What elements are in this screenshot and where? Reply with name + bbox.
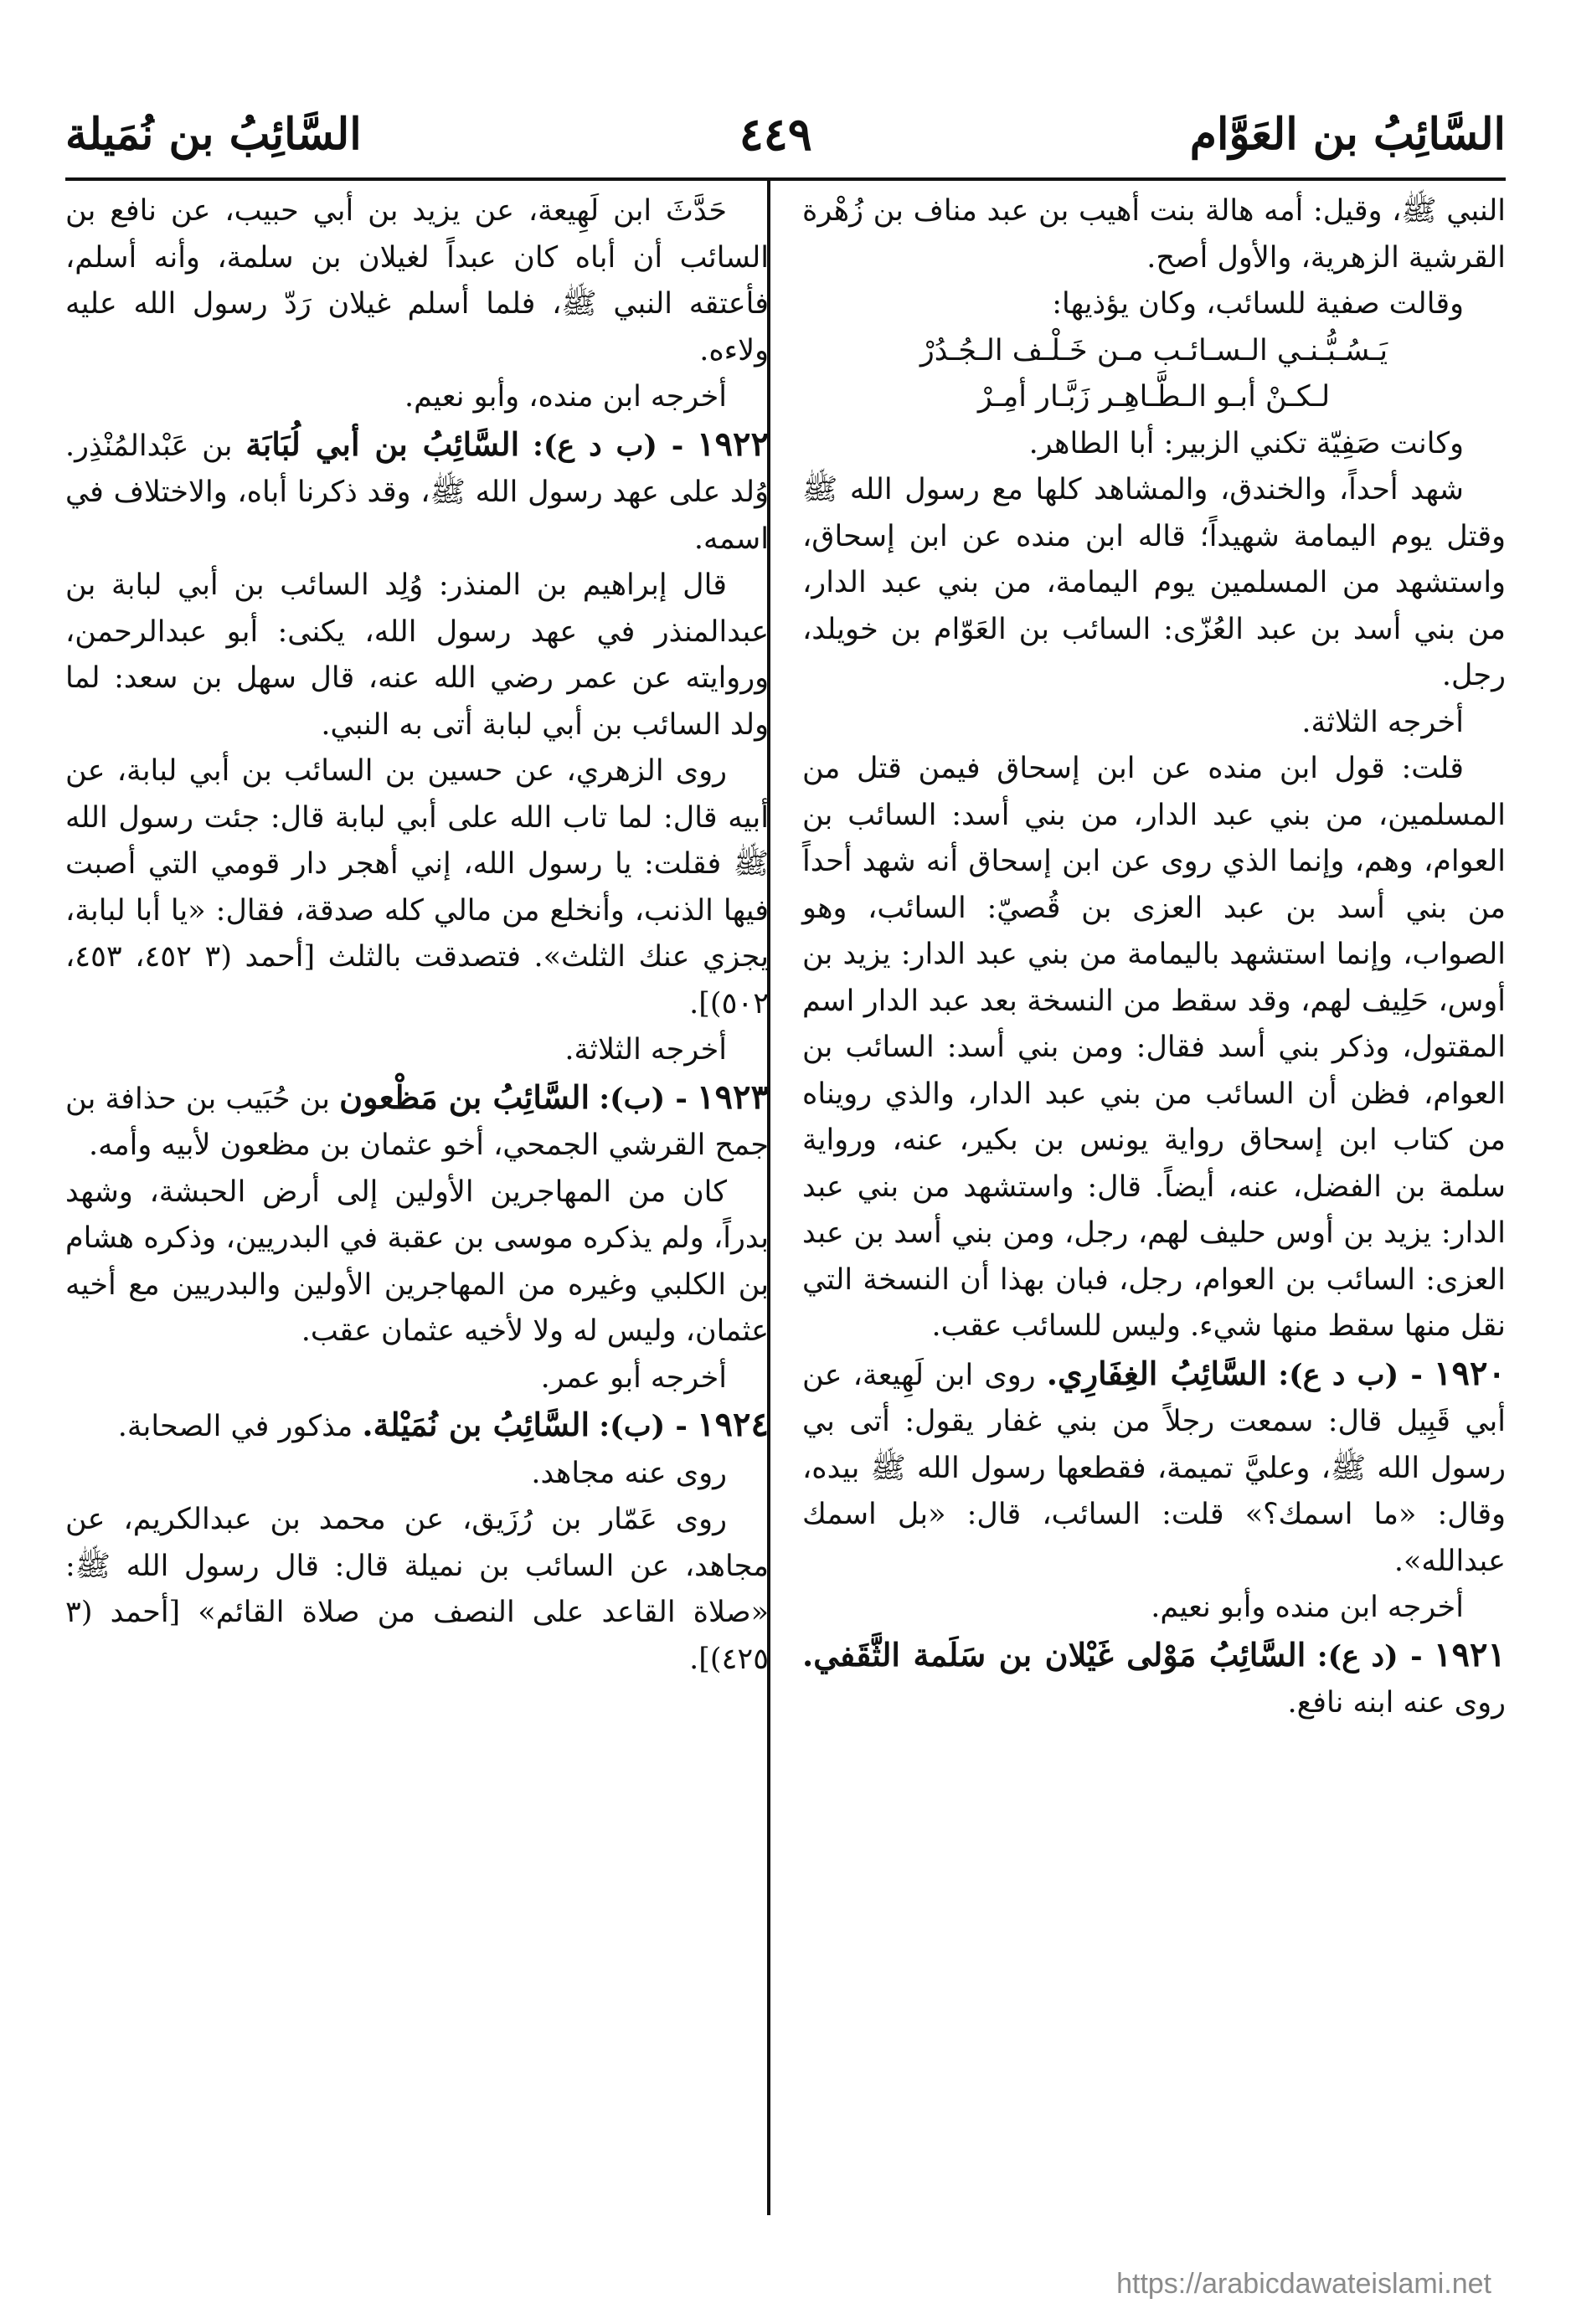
paragraph: النبي ﷺ، وقيل: أمه هالة بنت أهيب بن عبد مناف بن زُهْرة القرشية الزهرية، والأول أصح. xyxy=(802,194,1506,275)
entry-name: السَّائِبُ مَوْلى غَيْلان بن سَلَمة الثَّقَفي. xyxy=(802,1635,1306,1674)
right-column xyxy=(802,188,1506,1727)
paragraph: أخرجه ابن منده وأبو نعيم. xyxy=(1151,1591,1464,1624)
entry-1920 xyxy=(802,1350,1506,1586)
paragraph: روى الزهري، عن حسين بن السائب بن أبي لبابة، عن أبيه قال: لما تاب الله على أبي لبابة قال: جئت رسول الله ﷺ فقلت: يا رسول الله، إني أهجر دار قومي التي أصبت فيها الذنب، وأنخلع من مالي كله صدقة، فقال: «يا أبا لبابة، يجزي عنك الثلث». فتصدقت بالثلث [أحمد (٣ ٤٥٢، ٤٥٣، ٥٠٢)]. xyxy=(65,754,769,1021)
paragraph: أخرجه الثلاثة. xyxy=(1301,705,1464,739)
paragraph: شهد أحداً، والخندق، والمشاهد كلها مع رسول الله ﷺ وقتل يوم اليمامة شهيداً؛ قاله ابن منده عن ابن إسحاق، واستشهد من المسلمين يوم اليمامة، من بني عبد الدار، من بني أسد بن عبد العُزّى: السائب بن العَوّام بن خويلد، رجل. xyxy=(802,473,1506,692)
paragraph: كان من المهاجرين الأولين إلى أرض الحبشة، وشهد بدراً، ولم يذكره موسى بن عقبة في البدريين، وذكره هشام بن الكلبي وغيره من المهاجرين الأولين والبدريين مع أخيه عثمان، وليس له ولا لأخيه عثمان عقب. xyxy=(65,1175,769,1348)
entry-sources: - (ب د ع): xyxy=(532,428,684,463)
left-column xyxy=(65,188,769,1683)
entry-sources: - (د ع): xyxy=(1316,1638,1423,1674)
entry-name: السَّائِبُ الغِفَارِي. xyxy=(1046,1354,1268,1392)
running-title-left: السَّائِبُ بن نُمَيلة xyxy=(65,108,362,160)
watermark: https://arabicdawateislami.net xyxy=(1116,2268,1491,2300)
entry-text: روى ابن لَهِيعة، عن أبي قَبِيل قال: سمعت رجلاً من بني غفار يقول: أتى بي رسول الله ﷺ، وعليَّ تميمة، فقطعها رسول الله ﷺ بيده، وقال: «ما اسمك؟» قلت: السائب، قال: «بل اسمك عبدالله». xyxy=(802,1358,1506,1578)
entry-name: السَّائِبُ بن مَظْعون xyxy=(339,1077,590,1116)
page-number: ٤٤٩ xyxy=(739,107,812,161)
entry-sources: - (ب): xyxy=(599,1081,688,1116)
entry-text: بن حُبَيب بن حذافة بن جمح القرشي الجمحي، أخو عثمان بن مظعون لأبيه وأمه. xyxy=(65,1082,769,1162)
entry-number: ١٩٢١ xyxy=(1434,1634,1506,1674)
running-title-right: السَّائِبُ بن العَوَّام xyxy=(1189,108,1506,160)
entry-number: ١٩٢٢ xyxy=(697,424,769,464)
paragraph: قال إبراهيم بن المنذر: وُلِد السائب بن أبي لبابة بن عبدالمنذر في عهد رسول الله، يكنى: أبو عبدالرحمن، وروايته عن عمر رضي الله عنه، قال سهل بن سعد: لما ولد السائب بن أبي لبابة أتى به النبي. xyxy=(65,568,769,742)
entry-number: ١٩٢٤ xyxy=(697,1405,769,1444)
paragraph: أخرجه أبو عمر. xyxy=(540,1360,727,1395)
entry-name: السَّائِبُ بن نُمَيْلة. xyxy=(362,1406,590,1443)
entry-sources: - (ب د ع): xyxy=(1278,1357,1423,1392)
poem-verse: يَـسُـبُّـنـي الـسـائـب مـن خَـلْـف الـجُـدُرْ xyxy=(919,333,1388,368)
poem-verse: لـكـنْ أبـو الـطَّـاهِـر زَبَّـار أمِـرْ xyxy=(977,380,1331,414)
entry-1921 xyxy=(802,1632,1506,1727)
entry-number: ١٩٢٣ xyxy=(697,1077,769,1117)
page-header xyxy=(65,100,1506,167)
paragraph: وكانت صَفِيّة تكني الزبير: أبا الطاهر. xyxy=(1028,426,1464,460)
entry-text: روى عنه ابنه نافع. xyxy=(1287,1686,1506,1720)
paragraph: حَدَّثَ ابن لَهِيعة، عن يزيد بن أبي حبيب، عن نافع بن السائب أن أباه كان عبداً لغيلان بن سلمة، وأنه أسلم، فأعتقه النبي ﷺ، فلما أسلم غيلان رَدّ رسول الله عليه ولاءه. xyxy=(65,194,769,368)
paragraph: وقالت صفية للسائب، وكان يؤذيها: xyxy=(1052,287,1464,321)
entry-number: ١٩٢٠ xyxy=(1434,1353,1506,1393)
paragraph: أخرجه الثلاثة. xyxy=(564,1033,727,1067)
paragraph: قلت: قول ابن منده عن ابن إسحاق فيمن قتل من المسلمين، من بني عبد الدار، من بني أسد: السائب بن العوام، وهم، وإنما الذي روى عن ابن إسحاق أنه شهد أحداً من بني أسد بن عبد العزى بن قُصيّ: السائب، وهو الصواب، وإنما استشهد باليمامة من بني عبد الدار: يزيد بن أوس، حَلِيف لهم، وقد سقط من النسخة بعد عبد الدار اسم المقتول، وذكر بني أسد فقال: ومن بني أسد: السائب بن العوام، فظن أن السائب من بني عبد الدار، والذي رويناه من كتاب ابن إسحاق رواية يونس بن بكير، عنه، ورواية سلمة بن الفضل، عنه، أيضاً. قال: واستشهد من بني عبد الدار: يزيد بن أوس حليف لهم، رجل، ومن بني أسد بن عبد العزى: السائب بن العوام، رجل، فبان بهذا أن النسخة التي نقل منها سقط منها شيء. وليس للسائب عقب. xyxy=(802,752,1506,1343)
paragraph: روى عنه مجاهد. xyxy=(531,1456,727,1490)
header-rule xyxy=(65,177,1506,181)
entry-1923 xyxy=(65,1074,769,1170)
entry-1922 xyxy=(65,421,769,563)
entry-sources: - (ب): xyxy=(599,1409,688,1443)
entry-text: بن عَبْدالمُنْذِر. وُلد على عهد رسول الله ﷺ، وقد ذكرنا أباه، والاختلاف في اسمه. xyxy=(65,429,769,556)
entry-text: مذكور في الصحابة. xyxy=(117,1410,353,1443)
paragraph: روى عَمّار بن رُزَيق، عن محمد بن عبدالكريم، عن مجاهد، عن السائب بن نميلة قال: قال رسول الله ﷺ: «صلاة القاعد على النصف من صلاة القائم» [أحمد (٣ ٤٢٥)]. xyxy=(65,1503,769,1676)
entry-name: السَّائِبُ بن أبي لُبَابَة xyxy=(245,424,520,463)
entry-1924 xyxy=(65,1401,769,1451)
paragraph: أخرجه ابن منده، وأبو نعيم. xyxy=(404,380,727,414)
